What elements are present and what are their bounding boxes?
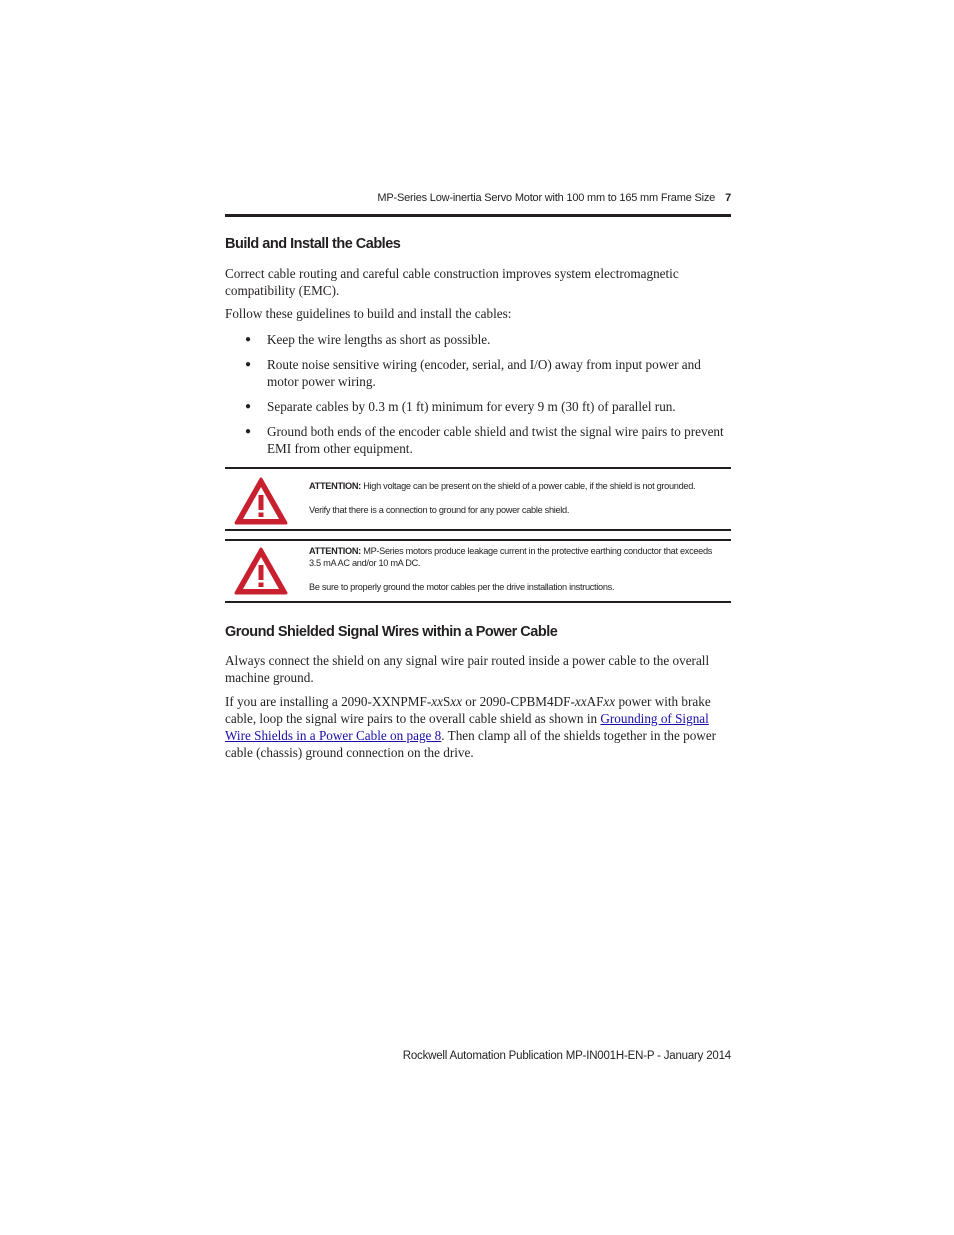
attention-line2: Verify that there is a connection to ground for any power cable shield. — [309, 505, 570, 515]
warning-triangle-icon — [233, 546, 289, 596]
attention-box-high-voltage — [225, 467, 731, 531]
list-item-text: Separate cables by 0.3 m (1 ft) minimum for every 9 m (30 ft) of parallel run. — [267, 399, 676, 414]
bullet-dot: ● — [245, 401, 252, 412]
text-run: power with brake cable, loop the signal wire pairs to the overall cable shield as shown in — [225, 694, 711, 726]
cross-reference-link[interactable]: Grounding of Signal Wire Shields in a Power Cable on page 8 — [225, 711, 709, 743]
header-rule — [225, 214, 731, 217]
text-run-italic: xx — [450, 694, 462, 709]
text-run-italic: xx — [574, 694, 587, 709]
attention-line1: MP-Series motors produce leakage current in the protective earthing conductor that exceeds 3.5 mA AC and/or 10 mA DC. — [309, 546, 713, 568]
attention-box-leakage-current — [225, 539, 731, 603]
running-header — [225, 192, 731, 210]
page-footer: Rockwell Automation Publication MP-IN001H-EN-P - January 2014 — [402, 1050, 731, 1062]
warning-triangle-icon — [233, 476, 289, 526]
bullet-dot: ● — [245, 334, 252, 345]
text-run-italic: xx — [603, 694, 616, 709]
list-item-text: Keep the wire lengths as short as possible. — [267, 332, 491, 347]
section-heading-ground-shielded: Ground Shielded Signal Wires within a Power Cable — [225, 624, 558, 640]
attention-label: ATTENTION: — [309, 481, 361, 491]
list-item-text: Ground both ends of the encoder cable shield and twist the signal wire pairs to prevent EMI from other equipment. — [267, 424, 724, 456]
attention-text — [309, 480, 724, 492]
list-item-text: Route noise sensitive wiring (encoder, serial, and I/O) away from input power and motor power wiring. — [267, 357, 701, 389]
attention-text — [309, 545, 724, 569]
section-heading-build-install: Build and Install the Cables — [225, 236, 401, 252]
paragraph-cable-install — [225, 693, 731, 761]
attention-label: ATTENTION: — [309, 546, 361, 556]
attention-line2: Be sure to properly ground the motor cables per the drive installation instructions. — [309, 582, 615, 592]
attention-line1: High voltage can be present on the shield of a power cable, if the shield is not grounded. — [363, 481, 696, 491]
paragraph-emc: Correct cable routing and careful cable construction improves system electromagnetic compatibility (EMC). — [225, 266, 679, 298]
text-run: If you are installing a 2090-XXNPMF- — [225, 694, 432, 709]
header-title: MP-Series Low-inertia Servo Motor with 100 mm to 165 mm Frame Size — [377, 192, 716, 204]
text-run: AF — [586, 694, 604, 709]
paragraph-shield-connection: Always connect the shield on any signal wire pair routed inside a power cable to the overall machine ground. — [225, 653, 710, 685]
bullet-dot: ● — [245, 359, 252, 370]
text-run: or 2090-CPBM4DF- — [462, 694, 575, 709]
paragraph-guidelines-intro: Follow these guidelines to build and install the cables: — [225, 306, 512, 321]
text-run: . Then clamp all of the shields together in the power cable (chassis) ground connection on the drive. — [225, 728, 717, 760]
text-run-italic: xx — [431, 694, 443, 709]
bullet-dot: ● — [245, 426, 252, 437]
text-run: S — [442, 694, 451, 709]
page-number: 7 — [725, 192, 731, 204]
